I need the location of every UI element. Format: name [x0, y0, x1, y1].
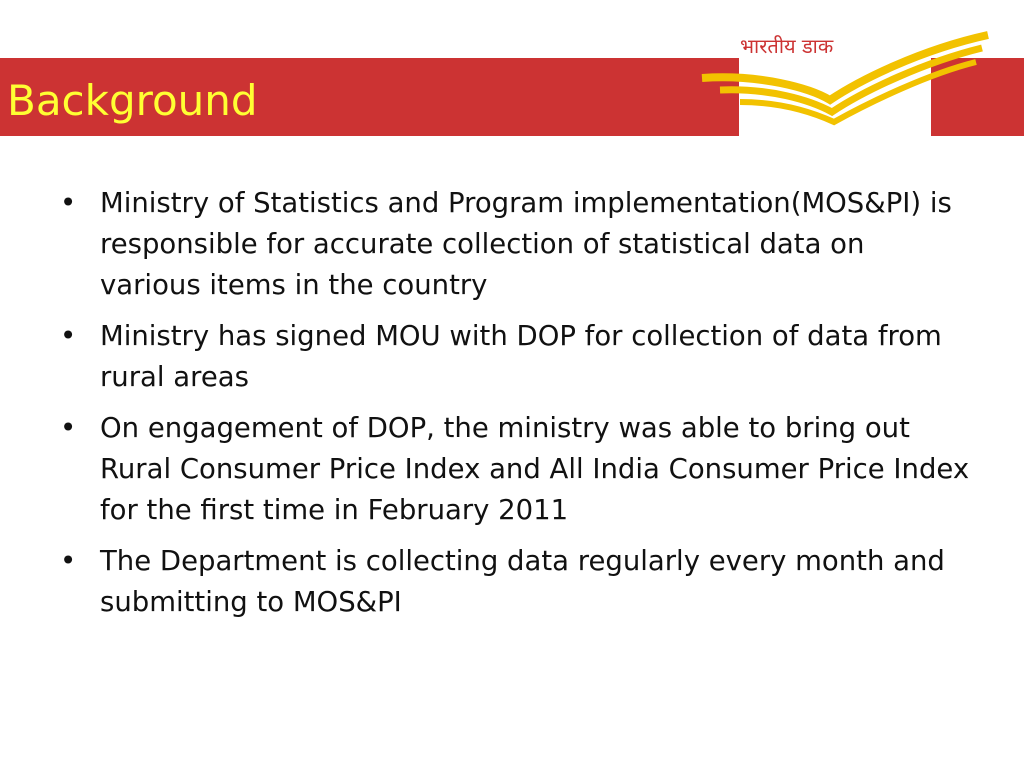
bullet-item: • Ministry of Statistics and Program implementation(MOS&PI) is responsible for accurate collection of statistical data on various items in the country	[60, 183, 970, 306]
bullet-item: • Ministry has signed MOU with DOP for collection of data from rural areas	[60, 316, 970, 398]
slide-title: Background	[7, 76, 258, 125]
logo-text: भारतीय डाक	[740, 34, 834, 58]
bullet-item: • The Department is collecting data regularly every month and submitting to MOS&PI	[60, 541, 970, 623]
bullet-list	[60, 183, 970, 633]
bullet-item: • On engagement of DOP, the ministry was able to bring out Rural Consumer Price Index and All India Consumer Price Index for the first time in February 2011	[60, 408, 970, 531]
